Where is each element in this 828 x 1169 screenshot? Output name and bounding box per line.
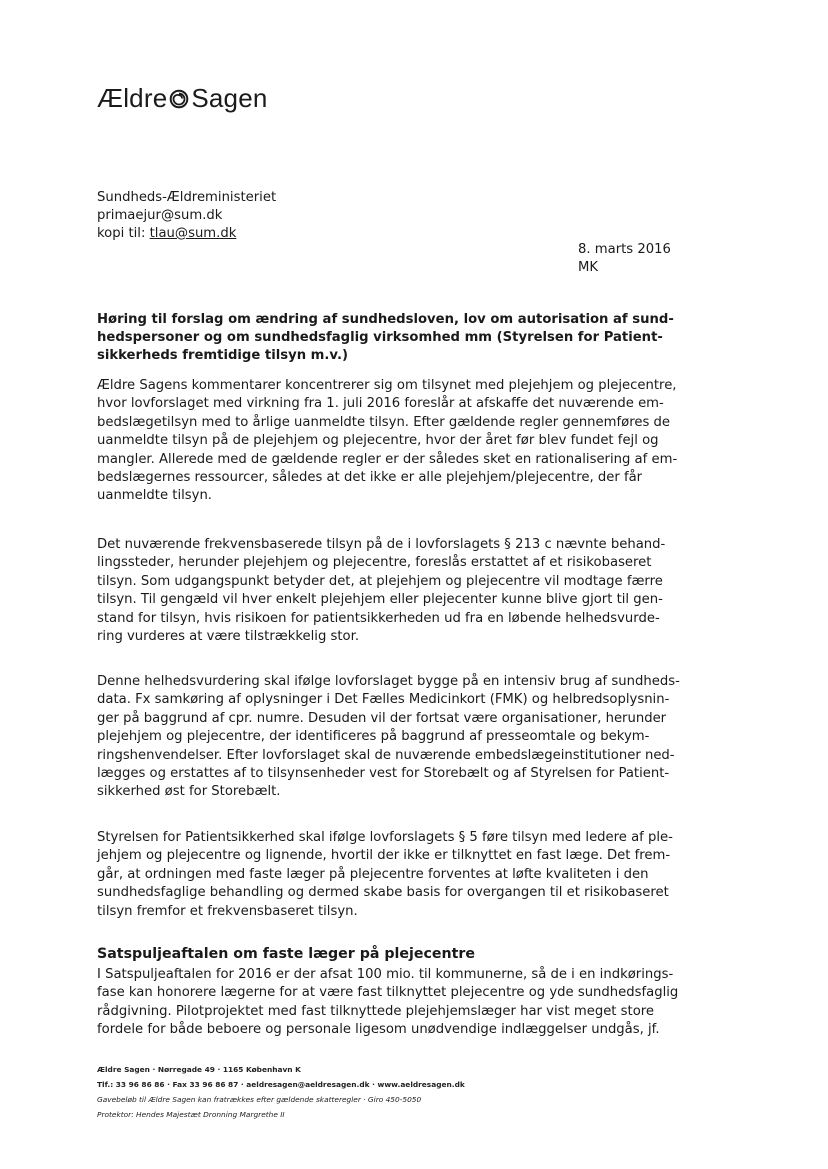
text-line: fase kan honorere lægerne for at være fast tilknyttet plejecentre og yde sundhedsfaglig — [97, 985, 679, 1001]
subject-line: hedspersoner og om sundhedsfaglig virksomhed mm (Styrelsen for Patient- — [97, 330, 663, 345]
text-line: mangler. Allerede med de gældende regler er der således sket en rationalisering af em- — [97, 451, 678, 467]
logo-spiral-icon — [169, 89, 189, 109]
text-line: uanmeldte tilsyn. — [97, 488, 212, 504]
text-line: I Satspuljeaftalen for 2016 er der afsat 100 mio. til kommunerne, så de i en indkørings- — [97, 967, 674, 982]
subject-line: sikkerheds fremtidige tilsyn m.v.) — [97, 348, 348, 363]
subject-heading — [97, 311, 701, 365]
section-heading: Satspuljeaftalen om faste læger på plejecentre — [97, 946, 476, 962]
text-line: Styrelsen for Patientsikkerhed skal ifølge lovforslagets § 5 føre tilsyn med ledere af ple- — [97, 830, 673, 845]
text-line: Det nuværende frekvensbaserede tilsyn på de i lovforslagets § 213 c nævnte behand- — [97, 537, 666, 552]
body-paragraph-3 — [97, 673, 701, 802]
date-block — [578, 241, 671, 277]
letter-date: 8. marts 2016 — [578, 242, 671, 257]
text-line: sundhedsfaglige behandling og dermed skabe basis for overgangen til et risikobaseret — [97, 885, 669, 901]
text-line: tilsyn. Som udgangspunkt betyder det, at plejehjem og plejecentre vil modtage færre — [97, 573, 663, 589]
text-line: ring vurderes at være tilstrækkelig stor. — [97, 629, 360, 645]
recipient-name: Sundheds-Ældreministeriet — [97, 190, 277, 205]
author-initials: MK — [578, 260, 599, 275]
recipient-block — [97, 189, 276, 243]
aeldresagen-logo — [97, 83, 268, 114]
text-line: ringshenvendelser. Efter lovforslaget skal de nuværende embedslægeinstitutioner ned- — [97, 747, 675, 763]
cc-email-link[interactable]: tlau@sum.dk — [149, 226, 237, 241]
body-paragraph-4 — [97, 829, 701, 921]
footer-patron: Protektor: Hendes Majestæt Dronning Margrethe II — [97, 1110, 285, 1119]
text-line: fordele for både beboere og personale ligesom unødvendige indlæggelser undgås, jf. — [97, 1022, 660, 1038]
body-paragraph-2 — [97, 536, 701, 646]
letter-footer — [97, 1062, 465, 1122]
logo-text-right: Sagen — [191, 83, 268, 113]
text-line: stand for tilsyn, hvis risikoen for patientsikkerheden ud fra en løbende helhedsvurde- — [97, 610, 660, 626]
text-line: bedslægetilsyn med to årlige uanmeldte tilsyn. Efter gældende regler gennemføres de — [97, 414, 671, 430]
text-line: ger på baggrund af cpr. numre. Desuden vil der fortsat være organisationer, herunder — [97, 710, 667, 726]
cc-line — [97, 225, 276, 243]
text-line: data. Fx samkøring af oplysninger i Det Fælles Medicinkort (FMK) og helbredsoplysnin- — [97, 692, 670, 708]
text-line: lægges og erstattes af to tilsynsenheder vest for Storebælt og af Styrelsen for Patient- — [97, 766, 670, 782]
text-line: Denne helhedsvurdering skal ifølge lovforslaget bygge på en intensiv brug af sundheds- — [97, 674, 680, 689]
text-line: jehjem og plejecentre og lignende, hvortil der ikke er tilknyttet en fast læge. Det frem- — [97, 848, 671, 864]
text-line: bedslægernes ressourcer, således at det ikke er alle plejehjem/plejecentre, der får — [97, 470, 643, 486]
footer-address: Ældre Sagen · Nørregade 49 · 1165 København K — [97, 1065, 301, 1074]
text-line: plejehjem og plejecentre, der identificeres på baggrund af presseomtale og bekym- — [97, 729, 650, 745]
recipient-email: primaejur@sum.dk — [97, 208, 223, 223]
text-line: rådgivning. Pilotprojektet med fast tilknyttede plejehjemslæger har vist meget store — [97, 1003, 655, 1019]
body-paragraph-1 — [97, 377, 701, 506]
text-line: hvor lovforslaget med virkning fra 1. juli 2016 foreslår at afskaffe det nuværende em- — [97, 396, 664, 412]
text-line: tilsyn fremfor et frekvensbaseret tilsyn. — [97, 903, 358, 919]
section-paragraph — [97, 966, 701, 1040]
subject-line: Høring til forslag om ændring af sundhedsloven, lov om autorisation af sund- — [97, 312, 674, 327]
text-line: Ældre Sagens kommentarer koncentrerer sig om tilsynet med plejehjem og plejecentre, — [97, 378, 677, 393]
text-line: tilsyn. Til gengæld vil hver enkelt plejehjem eller plejecenter kunne blive gjort til gen- — [97, 592, 663, 608]
text-line: sikkerhed øst for Storebælt. — [97, 784, 281, 800]
footer-tax-note: Gavebeløb til Ældre Sagen kan fratrækkes efter gældende skatteregler · Giro 450-5050 — [97, 1095, 422, 1104]
text-line: lingssteder, herunder plejehjem og plejecentre, foreslås erstattet af et risikobaseret — [97, 555, 652, 571]
text-line: uanmeldte tilsyn på de plejehjem og plejecentre, hvor der året før blev fundet fejl og — [97, 433, 659, 449]
text-line: går, at ordningen med faste læger på plejecentre forventes at løfte kvaliteten i den — [97, 866, 649, 882]
cc-label: kopi til: — [97, 226, 150, 241]
footer-contact: Tlf.: 33 96 86 86 · Fax 33 96 86 87 · aeldresagen@aeldresagen.dk · www.aeldresagen.dk — [97, 1080, 465, 1089]
logo-text-left: Ældre — [97, 83, 168, 113]
